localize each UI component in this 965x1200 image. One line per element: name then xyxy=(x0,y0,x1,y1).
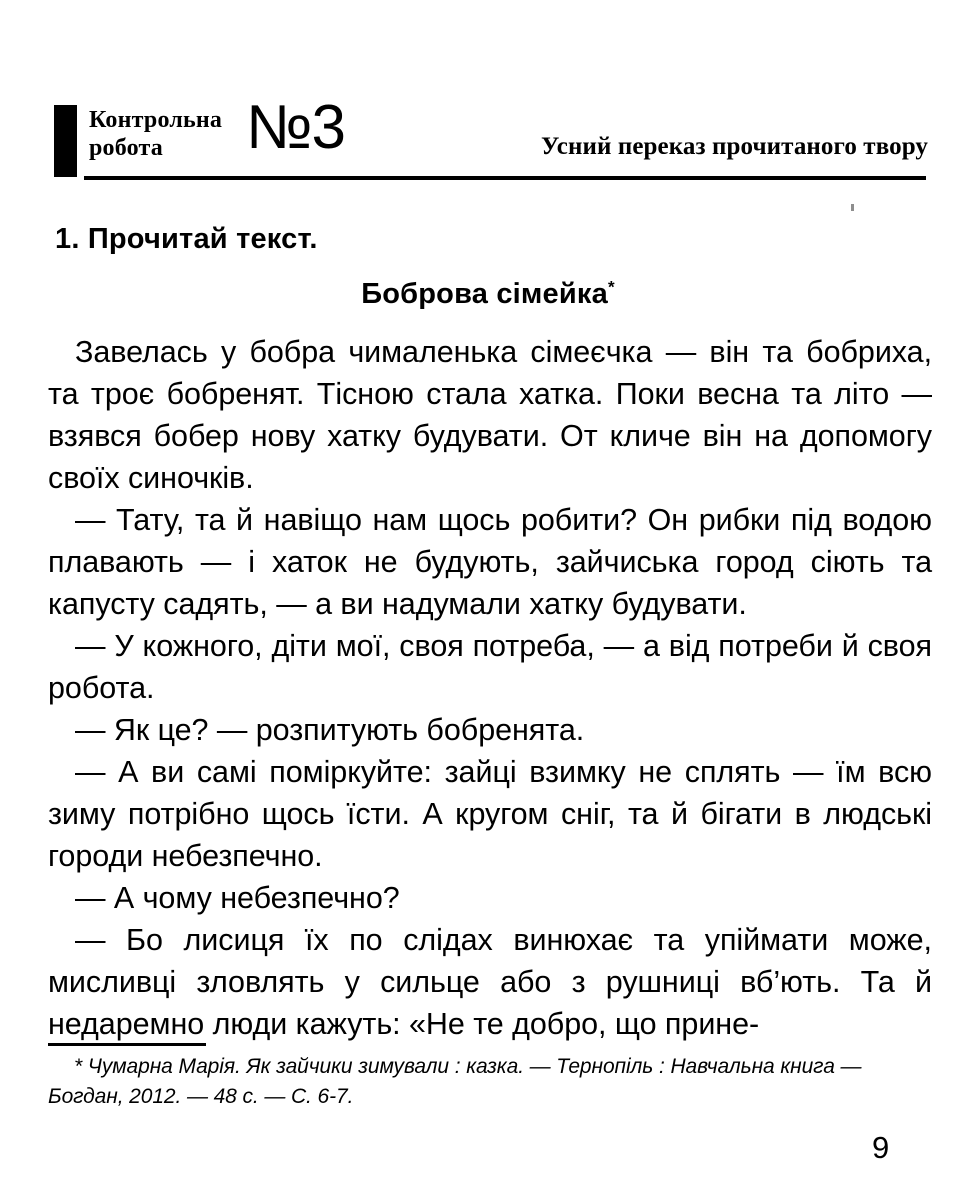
story-paragraph: — Як це? — розпитують бобренята. xyxy=(75,713,585,747)
story-paragraph: — Тату, та й навіщо нам щось робити? Он рибки під водою плавають — і хаток не будують, зайчиська город сіють та капусту садять, — а ви надумали хатку будувати. xyxy=(48,503,941,621)
footnote xyxy=(48,1052,932,1112)
worksheet-label-line1: Контрольна xyxy=(89,107,223,133)
page-number: 9 xyxy=(872,1130,890,1165)
task-heading: 1. Прочитай текст. xyxy=(55,223,318,255)
header-black-bar-icon xyxy=(54,105,77,177)
story-paragraph: — А ви самі поміркуйте: зайці взимку не сплять — їм всю зиму потрібно щось їсти. А кругом сніг, та й бігати в людські городи небезпечно. xyxy=(48,755,941,873)
worksheet-number: №3 xyxy=(246,93,345,162)
footnote-divider xyxy=(48,1043,206,1046)
story-title-text: Боброва сімейка xyxy=(361,278,608,310)
worksheet-label-line2: робота xyxy=(89,135,163,161)
worksheet-label xyxy=(89,106,259,162)
story-title xyxy=(48,277,928,311)
page-header xyxy=(48,93,928,180)
footnote-marker: * xyxy=(607,277,615,297)
story-paragraph: — Бо лисиця їх по слідах винюхає та упіймати може, мисливці зловлять у сильце або з рушниці вб’ють. Та й недаремно люди кажуть: «Не те добро, що прине- xyxy=(48,923,941,1041)
story-paragraph: — А чому небезпечно? xyxy=(75,881,400,915)
scan-artifact-speck xyxy=(851,204,854,211)
story-paragraph: — У кожного, діти мої, своя потреба, — а від потреби й своя робота. xyxy=(48,629,941,705)
header-divider xyxy=(84,176,926,180)
worksheet-topic: Усний переказ прочитаного твору xyxy=(541,133,928,160)
story-body xyxy=(48,331,941,1045)
story-paragraph: Завелась у бобра чималенька сімеєчка — він та бобриха, та троє бобренят. Тісною стала хатка. Поки весна та літо — взявся бобер нову хатку будувати. От кличе він на допомогу своїх синочків. xyxy=(48,335,941,495)
footnote-text: * Чумарна Марія. Як зайчики зимували : казка. — Тернопіль : Навчальна книга — Богдан, 2012. — 48 с. — С. 6-7. xyxy=(48,1055,862,1108)
